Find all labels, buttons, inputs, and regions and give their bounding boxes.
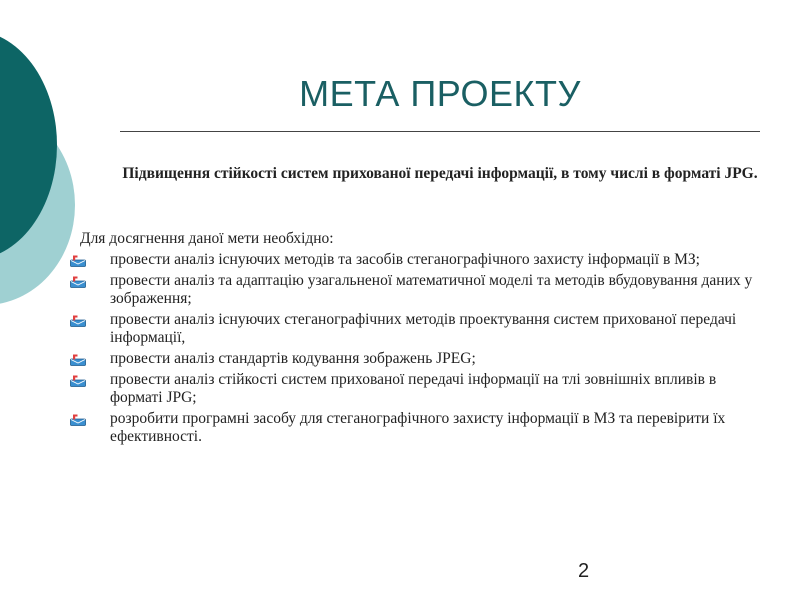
intro-text: Для досягнення даної мети необхідно: — [80, 230, 334, 247]
mailbox-icon — [70, 314, 86, 326]
task-text: провести аналіз стандартів кодування зображень JPEG; — [110, 350, 476, 367]
task-item — [70, 272, 770, 308]
task-item — [70, 350, 770, 368]
task-text: провести аналіз та адаптацію узагальненої математичної моделі та методів вбудовування даних у зображення; — [110, 272, 753, 307]
slide-title: МЕТА ПРОЕКТУ — [299, 73, 581, 114]
task-text: розробити програмні засобу для стеганографічного захисту інформації в МЗ та перевірити їх ефективності. — [110, 410, 726, 445]
task-item — [70, 311, 770, 347]
mailbox-icon — [70, 275, 86, 287]
mailbox-icon — [70, 413, 86, 425]
task-text: провести аналіз стійкості систем прихованої передачі інформації на тлі зовнішніх впливів в форматі JPG; — [110, 371, 717, 406]
mailbox-icon — [70, 353, 86, 365]
task-item — [70, 410, 770, 446]
task-item — [70, 251, 770, 269]
task-item — [70, 371, 770, 407]
goal-statement: Підвищення стійкості систем прихованої передачі інформації, в тому числі в форматі JPG. — [122, 165, 758, 182]
mailbox-icon — [70, 374, 86, 386]
task-list — [70, 251, 770, 449]
task-text: провести аналіз існуючих методів та засобів стеганографічного захисту інформації в МЗ; — [110, 251, 700, 268]
mailbox-icon — [70, 254, 86, 266]
page-number: 2 — [578, 560, 590, 582]
task-text: провести аналіз існуючих стеганографічних методів проектування систем прихованої передачі інформації, — [110, 311, 737, 346]
title-divider — [120, 131, 760, 132]
